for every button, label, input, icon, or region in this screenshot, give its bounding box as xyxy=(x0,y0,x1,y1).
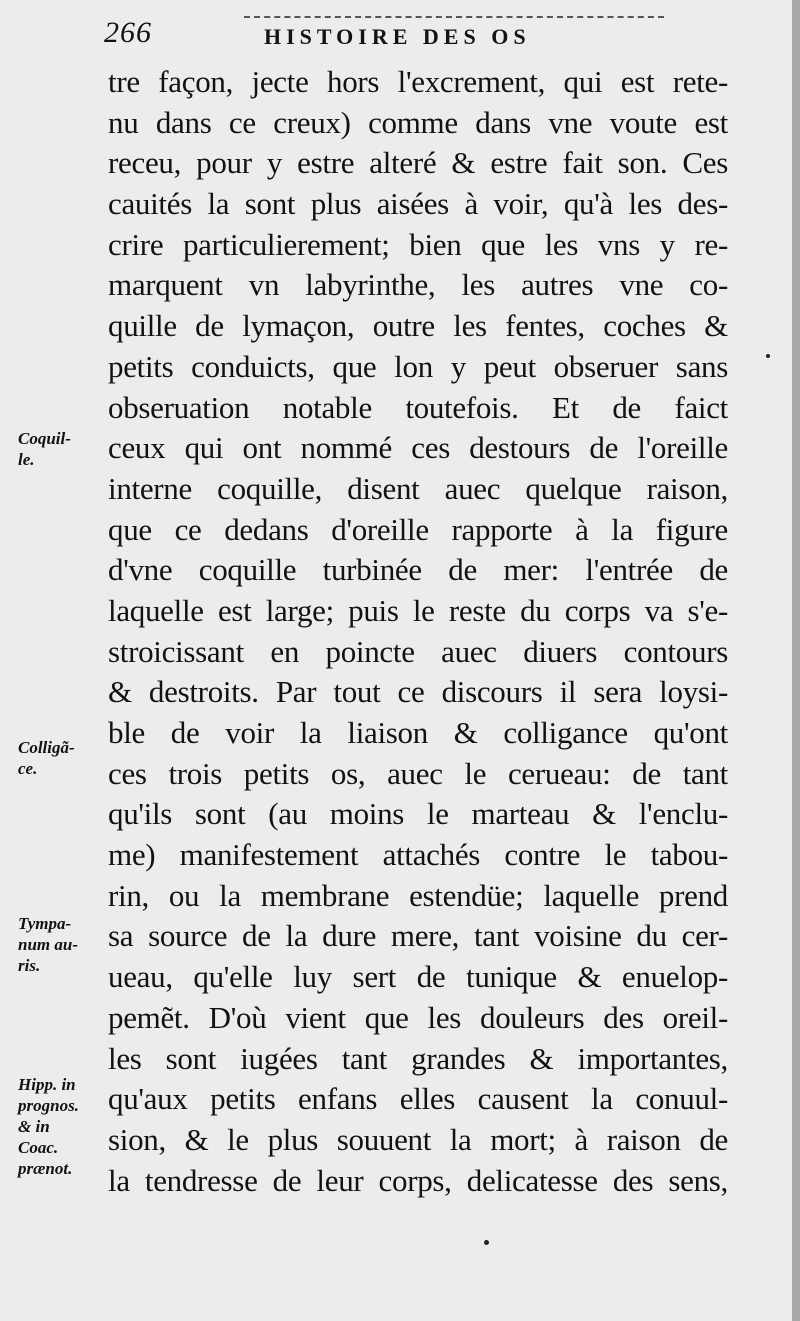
margin-note-line: Tympa- xyxy=(18,914,72,933)
margin-note-coquille xyxy=(18,428,110,470)
text-line: d'vne coquille turbinée de mer: l'entrée de xyxy=(108,552,728,588)
text-line: sa source de la dure mere, tant voisine du cer- xyxy=(108,918,728,954)
text-line: ueau, qu'elle luy sert de tunique & enuelop- xyxy=(108,959,728,995)
margin-note-line: le. xyxy=(18,450,35,469)
margin-note-line: Hipp. in xyxy=(18,1075,76,1094)
margin-note-line: ce. xyxy=(18,759,38,778)
running-title: HISTOIRE DES OS xyxy=(264,24,531,49)
head-rule xyxy=(244,16,664,18)
margin-note-line: ris. xyxy=(18,956,41,975)
margin-note-line: Coquil- xyxy=(18,429,71,448)
text-line: nu dans ce creux) comme dans vne voute est xyxy=(108,104,728,140)
text-line: obseruation notable toutefois. Et de faict xyxy=(108,389,728,425)
margin-note-hippocrates xyxy=(18,1074,110,1179)
text-line: me) manifestement attachés contre le tabou- xyxy=(108,837,728,873)
text-line: ble de voir la liaison & colligance qu'ont xyxy=(108,715,728,750)
body-text xyxy=(108,62,728,1201)
text-line: petits conduicts, que lon y peut obseruer sans xyxy=(108,348,728,384)
ink-speck xyxy=(766,354,770,358)
text-line: & destroits. Par tout ce discours il sera loysi- xyxy=(108,674,728,710)
text-line: laquelle est large; puis le reste du corps va s'e- xyxy=(108,592,728,628)
text-line: ceux qui ont nommé ces destours de l'oreille xyxy=(108,430,728,466)
text-line: pemẽt. D'où vient que les douleurs des oreil- xyxy=(108,999,728,1035)
margin-note-line: prognos. xyxy=(18,1096,79,1115)
ink-speck xyxy=(484,1240,489,1245)
margin-note-line: Coac. xyxy=(18,1138,59,1157)
text-line: stroicissant en poincte auec diuers contours xyxy=(108,633,728,669)
text-line: interne coquille, disent auec quelque raison, xyxy=(108,470,728,506)
text-line: qu'aux petits enfans elles causent la conuul- xyxy=(108,1081,728,1117)
text-line: ces trois petits os, auec le cerueau: de tant xyxy=(108,755,728,791)
text-line: qu'ils sont (au moins le marteau & l'enclu- xyxy=(108,796,728,832)
text-line: que ce dedans d'oreille rapporte à la figure xyxy=(108,511,728,547)
text-line: marquent vn labyrinthe, les autres vne co- xyxy=(108,267,728,303)
margin-note-line: & in xyxy=(18,1117,50,1136)
margin-note-line: prænot. xyxy=(18,1159,73,1178)
text-line: les sont iugées tant grandes & importantes, xyxy=(108,1040,728,1076)
text-line: quille de lymaçon, outre les fentes, coches & xyxy=(108,308,728,344)
margin-note-colligance xyxy=(18,737,110,779)
text-line: sion, & le plus souuent la mort; à raison de xyxy=(108,1121,728,1157)
page-number: 266 xyxy=(104,16,152,49)
margin-note-tympanum xyxy=(18,913,110,976)
margin-note-line: num au- xyxy=(18,935,78,954)
text-line: receu, pour y estre alteré & estre fait son. Ces xyxy=(108,145,728,181)
text-line: la tendresse de leur corps, delicatesse des sens, xyxy=(108,1162,728,1198)
text-line: tre façon, jecte hors l'excrement, qui est rete- xyxy=(108,64,728,99)
running-head xyxy=(104,16,724,56)
page-edge-shadow xyxy=(792,0,800,1321)
margin-note-line: Colligã- xyxy=(18,738,75,757)
text-line: cauités la sont plus aisées à voir, qu'à les des- xyxy=(108,186,728,222)
text-line: crire particulierement; bien que les vns y re- xyxy=(108,226,728,262)
text-line: rin, ou la membrane estendüe; laquelle prend xyxy=(108,877,728,913)
